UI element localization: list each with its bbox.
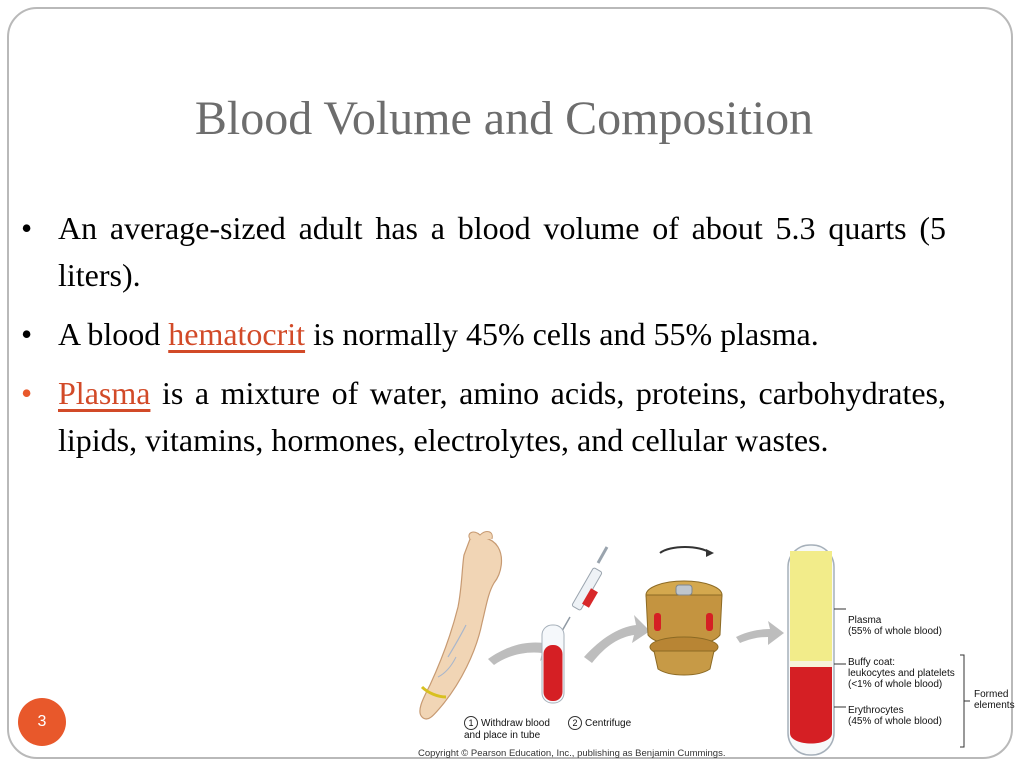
step-1-label: [464, 705, 550, 741]
erythrocytes-label: Erythrocytes (45% of whole blood): [848, 705, 942, 727]
buffy-coat-label: Buffy coat: leukocytes and platelets (<1% of whole blood): [848, 657, 955, 690]
slide-title: Blood Volume and Composition: [194, 92, 814, 145]
bullet-marker: •: [21, 210, 33, 246]
arm-illustration: [420, 532, 502, 720]
step-2-label: [568, 705, 631, 730]
formed-elements-label: Formed elements: [974, 689, 1015, 711]
centrifuge-figure: [408, 527, 1018, 763]
bullet-plasma: [21, 370, 946, 464]
plasma-label: Plasma (55% of whole blood): [848, 615, 942, 637]
bullet-text-pre: A blood: [58, 316, 169, 352]
page-number-badge: 3: [18, 698, 66, 746]
copyright-notice: Copyright © Pearson Education, Inc., publishing as Benjamin Cummings.: [418, 748, 726, 759]
bullet-text: An average-sized adult has a blood volume of about 5.3 quarts (5 liters).: [58, 210, 946, 293]
centrifuge-illustration: [646, 547, 722, 675]
syringe-illustration: [562, 547, 607, 631]
arrow-2: [584, 615, 650, 663]
separated-tube-illustration: [788, 545, 834, 755]
bullet-text-post: is normally 45% cells and 55% plasma.: [305, 316, 819, 352]
plasma-link[interactable]: Plasma: [58, 375, 151, 411]
bullet-list: [21, 205, 946, 476]
bullet-marker: •: [21, 375, 33, 411]
bullet-hematocrit: [21, 311, 946, 358]
step-2-number: 2: [568, 716, 582, 730]
step-1-number: 1: [464, 716, 478, 730]
blood-tube-illustration: [542, 625, 564, 703]
bullet-marker: •: [21, 316, 33, 352]
step-2-text: Centrifuge: [585, 718, 632, 729]
step-1-text: Withdraw blood and place in tube: [464, 718, 550, 741]
arrow-3: [736, 621, 784, 645]
hematocrit-link[interactable]: hematocrit: [168, 316, 306, 352]
bullet-blood-volume: [21, 205, 946, 299]
bullet-text-post: is a mixture of water, amino acids, proteins, carbohydrates, lipids, vitamins, hormones, electrolytes, and cellular wastes.: [58, 375, 946, 458]
